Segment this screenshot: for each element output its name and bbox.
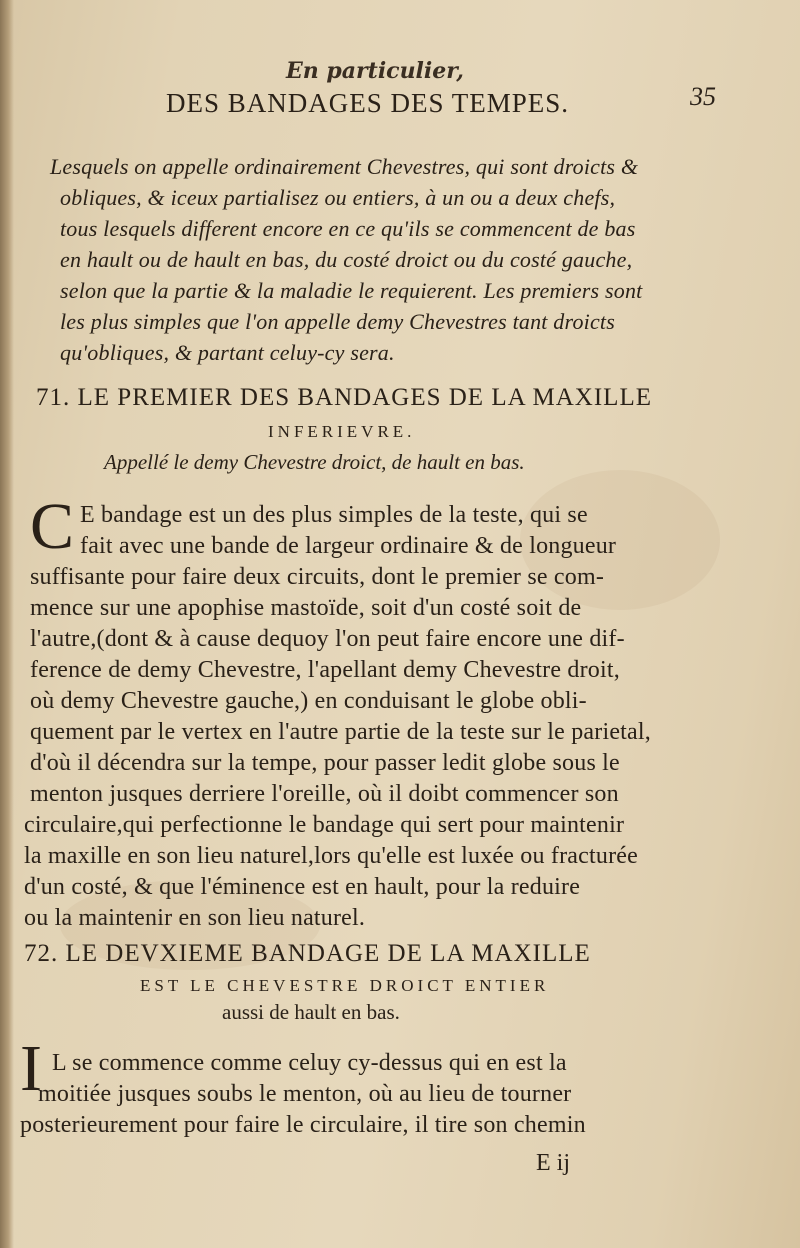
body-line: mence sur une apophise mastoïde, soit d'un costé soit de bbox=[30, 595, 582, 621]
body-line: circulaire,qui perfectionne le bandage qui sert pour maintenir bbox=[24, 812, 625, 838]
body-line: d'un costé, & que l'éminence est en hault, pour la reduire bbox=[24, 874, 581, 900]
section-caption: Appellé le demy Chevestre droict, de hault en bas. bbox=[104, 450, 525, 474]
body-line: moitiée jusques soubs le menton, où au lieu de tourner bbox=[38, 1081, 572, 1107]
page-number: 35 bbox=[690, 82, 716, 111]
drop-cap: I bbox=[20, 1032, 42, 1105]
body-line: d'où il décendra sur la tempe, pour passer ledit globe sous le bbox=[30, 750, 620, 776]
body-line: L se commence comme celuy cy-dessus qui en est la bbox=[52, 1050, 567, 1076]
intro-line: Lesquels on appelle ordinairement Chevestres, qui sont droicts & bbox=[50, 154, 639, 179]
body-line: menton jusques derriere l'oreille, où il doibt commencer son bbox=[30, 781, 619, 807]
handwritten-annotation: En particulier, bbox=[286, 58, 464, 84]
signature-mark: E ij bbox=[536, 1150, 570, 1176]
body-line: E bandage est un des plus simples de la teste, qui se bbox=[80, 502, 588, 528]
body-line: posterieurement pour faire le circulaire, il tire son chemin bbox=[20, 1112, 586, 1138]
section-heading: 71. LE PREMIER DES BANDAGES DE LA MAXILLE bbox=[36, 384, 652, 411]
intro-line: les plus simples que l'on appelle demy Chevestres tant droicts bbox=[60, 309, 615, 334]
page-gutter bbox=[0, 0, 14, 1248]
section-heading: 72. LE DEVXIEME BANDAGE DE LA MAXILLE bbox=[24, 940, 591, 967]
intro-line: selon que la partie & la maladie le requierent. Les premiers sont bbox=[60, 278, 643, 303]
section-caption: aussi de hault en bas. bbox=[222, 1000, 400, 1024]
intro-line: obliques, & iceux partialisez ou entiers, à un ou a deux chefs, bbox=[60, 185, 616, 210]
body-line: la maxille en son lieu naturel,lors qu'elle est luxée ou fracturée bbox=[24, 843, 638, 869]
body-line: où demy Chevestre gauche,) en conduisant le globe obli- bbox=[30, 688, 587, 714]
section-subhead: EST LE CHEVESTRE DROICT ENTIER bbox=[140, 976, 550, 995]
section-subhead: INFERIEVRE. bbox=[268, 422, 416, 441]
intro-line: qu'obliques, & partant celuy-cy sera. bbox=[60, 340, 395, 365]
body-line: quement par le vertex en l'autre partie de la teste sur le parietal, bbox=[30, 719, 651, 745]
body-line: ference de demy Chevestre, l'apellant demy Chevestre droit, bbox=[30, 657, 620, 683]
intro-line: en hault ou de hault en bas, du costé droict ou du costé gauche, bbox=[60, 247, 633, 272]
body-line: ou la maintenir en son lieu naturel. bbox=[24, 905, 366, 931]
body-line: l'autre,(dont & à cause dequoy l'on peut faire encore une dif- bbox=[30, 626, 625, 652]
intro-line: tous lesquels different encore en ce qu'ils se commencent de bas bbox=[60, 216, 636, 241]
body-line: suffisante pour faire deux circuits, dont le premier se com- bbox=[30, 564, 605, 590]
running-head: DES BANDAGES DES TEMPES. bbox=[166, 88, 570, 118]
body-line: fait avec une bande de largeur ordinaire & de longueur bbox=[80, 533, 617, 559]
drop-cap: C bbox=[30, 490, 75, 563]
